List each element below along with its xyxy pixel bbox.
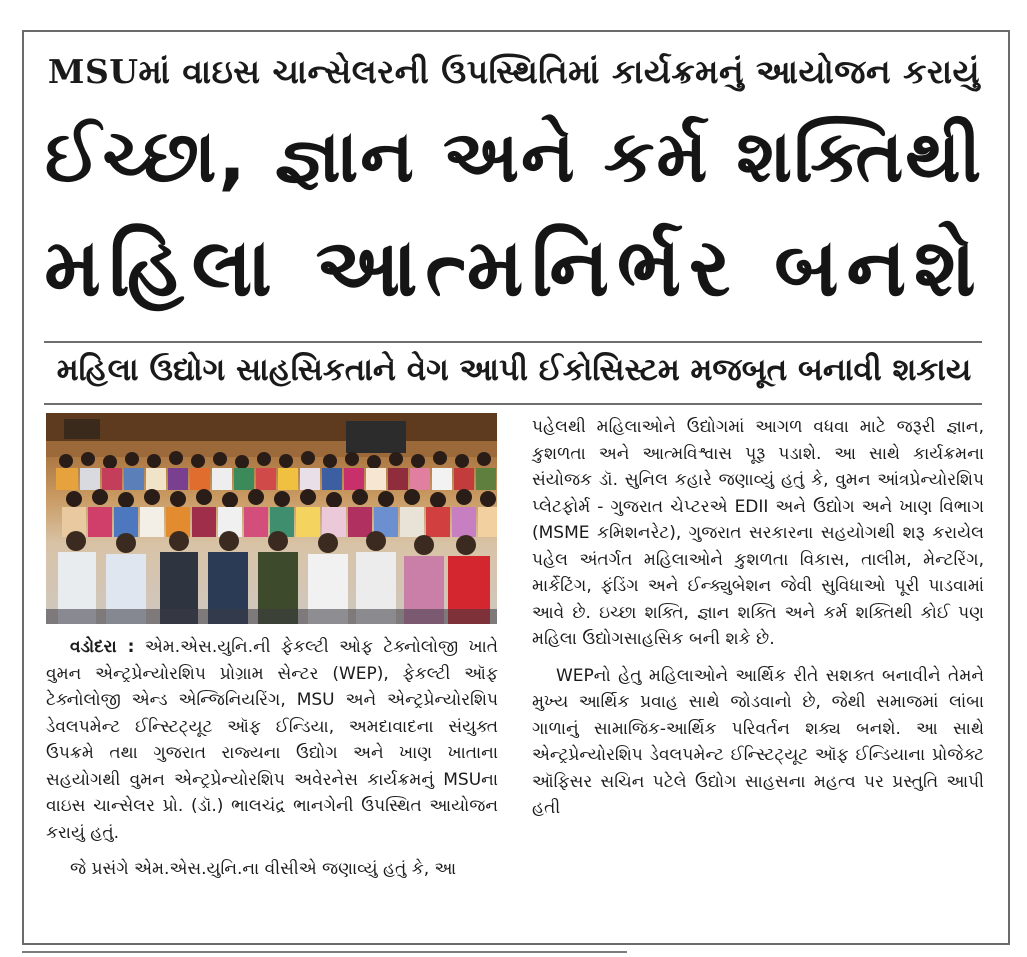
subheadline: મહિલા ઉદ્યોગ સાહસિકતાને વેગ આપી ઈકોસિસ્ટમ મજબૂત બનાવી શકાય xyxy=(56,352,972,388)
event-group-photo xyxy=(46,413,497,624)
headline-line-1: ઈચ્છા, જ્ઞાન અને કર્મ શક્તિથી xyxy=(44,114,984,198)
left-paragraph-2: જે પ્રસંગે એમ.એસ.યુનિ.ના વીસીએ જણાવ્યું હતું કે, આ xyxy=(70,859,457,879)
article-column-left xyxy=(46,634,498,883)
headline-line-2: મહિલા આત્મનિર્ભર બનશે xyxy=(44,221,984,314)
right-paragraph-2: WEPનો હેતુ મહિલાઓને આર્થિક રીતે સશક્ત બનાવીને તેમને મુખ્ય આર્થિક પ્રવાહ સાથે જોડવાનો છે, જેથી સમાજમાં લાંબા ગાળાનું સામાજિક-આર્થિક પરિવર્તન શક્ય બનશે. આ સાથે એન્ટ્રપ્રેન્યોરશિપ ડેવલપમેન્ટ ઈન્સ્ટિટ્યૂટ ઑફ ઈન્ડિયાના પ્રોજેક્ટ ઑફિસર સચિન પટેલે ઉદ્યોગ સાહસના મહત્વ પર પ્રસ્તુતિ આપી હતી xyxy=(532,665,984,818)
divider-top xyxy=(44,341,982,343)
event-photo-illustration xyxy=(46,413,497,624)
left-paragraph-1-text: એમ.એસ.યુનિ.ની ફેકલ્ટી ઓફ ટેક્નોલોજી ખાતે વુમન એન્ટ્રપ્રેન્યોરશિપ પ્રોગ્રામ સેન્ટર (WEP), ફેકલ્ટી ઑફ ટેક્નોલોજી એન્ડ એન્જિનિયરિંગ, MSU અને એન્ટ્રપ્રેન્યોરશિપ ડેવલપમેન્ટ ઈન્સ્ટિટ્યૂટ ઑફ ઈન્ડિયા, અમદાવાદના સંયુક્ત ઉપક્રમે તથા ગુજરાત રાજ્યના ઉદ્યોગ અને ખાણ ખાતાના સહયોગથી વુમન એન્ટ્રપ્રેન્યોરશિપ અવેરનેસ કાર્યક્રમનું MSUના વાઇસ ચાન્સેલર પ્રો. (ડૉ.) ભાલચંદ્ર ભાનગેની ઉપસ્થિત આયોજન કરાયું હતું. xyxy=(46,637,499,843)
right-paragraph-1: પહેલથી મહિલાઓને ઉદ્યોગમાં આગળ વધવા માટે જરૂરી જ્ઞાન, કુશળતા અને આત્મવિશ્વાસ પૂરૂ પડાશે. આ સાથે કાર્યક્રમના સંયોજક ડૉ. સુનિલ કહારે જણાવ્યું હતું કે, વુમન આંત્રપ્રેન્યોરશિપ પ્લેટફોર્મ - ગુજરાત ચેપ્ટરએ EDII અને ઉદ્યોગ અને ખાણ વિભાગ (MSME કમિશનરેટ), ગુજરાત સરકારના સહયોગથી શરૂ કરાયેલ પહેલ અંતર્ગત મહિલાઓને કુશળતા વિકાસ, તાલીમ, મેન્ટરિંગ, માર્કેટિંગ, ફંડિંગ અને ઈન્ક્યુબેશન જેવી સુવિધાઓ પૂરી પાડવામાં આવે છે. ઇચ્છા શક્તિ, જ્ઞાન શક્તિ અને કર્મ શક્તિથી કોઈ પણ મહિલા ઉદ્યોગસાહસિક બની શકે છે. xyxy=(532,417,984,649)
dateline: વડોદરા : xyxy=(70,637,135,657)
article-kicker: MSUમાં વાઇસ ચાન્સેલરની ઉપસ્થિતિમાં કાર્યક્રમનું આયોજન કરાયું xyxy=(47,52,981,91)
article-column-right xyxy=(532,414,984,822)
footer-rule xyxy=(22,951,627,953)
left-paragraph-1 xyxy=(46,634,498,846)
divider-bottom xyxy=(44,403,982,405)
